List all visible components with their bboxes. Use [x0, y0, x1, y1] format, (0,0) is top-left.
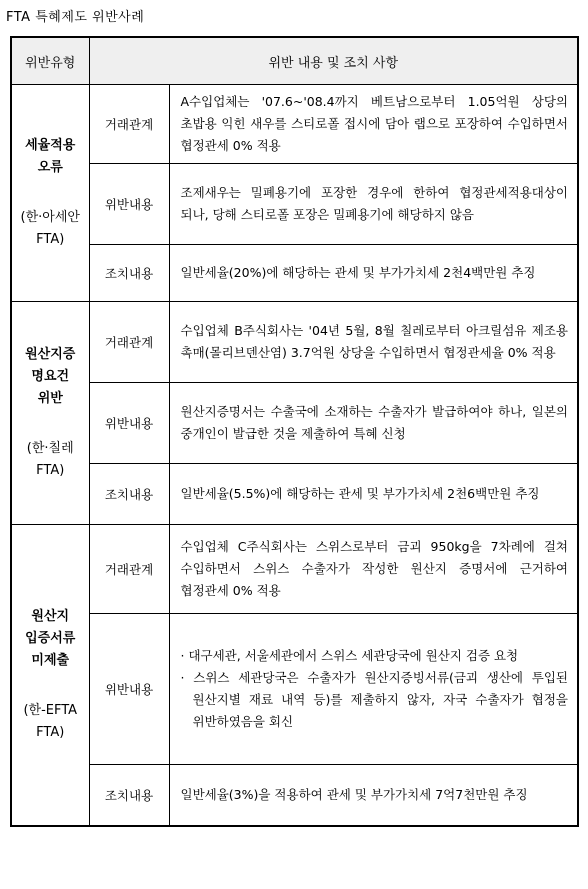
bullet-item: · 스위스 세관당국은 수출자가 원산지증빙서류(금괴 생산에 투입된 원산지별 재료 내역 등)를 제출하지 않자, 자국 수출자가 협정을 위반하였음을 회신 [180, 670, 568, 729]
fta-agreement-label: (한·칠레 FTA) [26, 441, 74, 478]
row-label: 거래관계 [89, 302, 169, 383]
header-violation-content: 위반 내용 및 조치 사항 [89, 37, 578, 85]
row-label: 조치내용 [89, 245, 169, 302]
table-row [11, 525, 578, 614]
violation-type-line: 세율적용 [25, 138, 76, 153]
violation-type-name [12, 606, 89, 672]
row-label: 거래관계 [89, 85, 169, 164]
row-text: A수입업체는 '07.6~'08.4까지 베트남으로부터 1.05억원 상당의 초밥용 익힌 새우를 스티로폴 접시에 담아 랩으로 포장하여 수입하면서 협정관세 0% 적용 [169, 85, 578, 164]
bullet-item: · 대구세관, 서울세관에서 스위스 세관당국에 원산지 검증 요청 [180, 648, 519, 663]
violation-type-line: 명요건 [31, 369, 70, 384]
row-text: 원산지증명서는 수출국에 소재하는 수출자가 발급하여야 하나, 일본의 중개인이 발급한 것을 제출하여 특혜 신청 [169, 383, 578, 464]
table-row [11, 464, 578, 525]
violation-type-line: 위반 [37, 391, 63, 406]
row-text: 수입업체 B주식회사는 '04년 5월, 8월 칠레로부터 아크릴섬유 제조용 촉매(몰리브덴산염) 3.7억원 상당을 수입하면서 협정관세율 0% 적용 [169, 302, 578, 383]
document-title: FTA 특혜제도 위반사례 [6, 10, 145, 25]
violation-cases-table [10, 36, 579, 827]
violation-type-cell [11, 85, 89, 302]
row-label: 조치내용 [89, 464, 169, 525]
row-text: 일반세율(3%)을 적용하여 관세 및 부가가치세 7억7천만원 추징 [169, 765, 578, 827]
row-text: 일반세율(20%)에 해당하는 관세 및 부가가치세 2천4백만원 추징 [169, 245, 578, 302]
violation-type-line: 미제출 [31, 653, 70, 668]
row-label: 위반내용 [89, 164, 169, 245]
row-label: 조치내용 [89, 765, 169, 827]
table-row [11, 302, 578, 383]
fta-agreement-label: (한-EFTA FTA) [23, 703, 78, 740]
violation-type-cell [11, 302, 89, 525]
violation-type-line: 원산지증 [25, 347, 76, 362]
violation-type-name [12, 135, 89, 179]
table-row [11, 765, 578, 827]
row-bullets [169, 614, 578, 765]
row-text: 수입업체 C주식회사는 스위스로부터 금괴 950kg을 7차례에 걸쳐 수입하면서 스위스 수출자가 작성한 원산지 증명서에 근거하여 협정관세 0% 적용 [169, 525, 578, 614]
row-label: 위반내용 [89, 614, 169, 765]
table-header-row [11, 37, 578, 85]
row-text: 조제새우는 밀폐용기에 포장한 경우에 한하여 협정관세적용대상이 되나, 당해 스티로폴 포장은 밀폐용기에 해당하지 않음 [169, 164, 578, 245]
fta-agreement-label: (한·아세안 FTA) [20, 210, 80, 247]
table-row [11, 614, 578, 765]
row-label: 거래관계 [89, 525, 169, 614]
table-row [11, 383, 578, 464]
table-row [11, 245, 578, 302]
violation-type-line: 입증서류 [25, 631, 76, 646]
violation-type-line: 오류 [37, 160, 63, 175]
row-label: 위반내용 [89, 383, 169, 464]
header-violation-type: 위반유형 [11, 37, 89, 85]
table-row [11, 85, 578, 164]
violation-type-cell [11, 525, 89, 827]
violation-type-name [12, 344, 89, 410]
table-row [11, 164, 578, 245]
violation-type-line: 원산지 [31, 609, 70, 624]
row-text: 일반세율(5.5%)에 해당하는 관세 및 부가가치세 2천6백만원 추징 [169, 464, 578, 525]
